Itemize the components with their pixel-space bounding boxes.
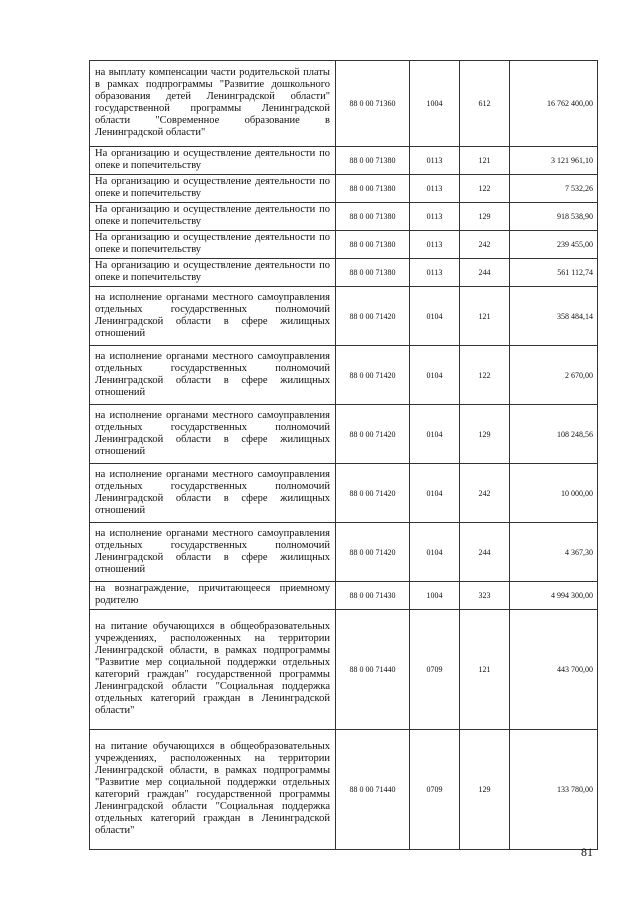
row-expense-type: 612 — [460, 61, 510, 147]
table-row — [90, 175, 598, 203]
row-section-code: 0113 — [410, 203, 460, 231]
row-target-code: 88 0 00 71420 — [336, 287, 410, 346]
page-number: 81 — [581, 845, 593, 859]
table-row — [90, 730, 598, 850]
row-description: на питание обучающихся в общеобразовательных учреждениях, расположенных на территории Ленинградской области, в рамках подпрограммы "Развитие мер социальной поддержки отдельных категорий граждан" государственной программы Ленинградской области "Социальная поддержка отдельных категорий граждан в Ленинградской области" — [90, 730, 336, 850]
row-section-code: 0104 — [410, 523, 460, 582]
row-section-code: 0113 — [410, 175, 460, 203]
row-amount: 7 532,26 — [510, 175, 598, 203]
row-expense-type: 121 — [460, 287, 510, 346]
row-section-code: 0104 — [410, 287, 460, 346]
table-row — [90, 203, 598, 231]
row-description: На организацию и осуществление деятельности по опеке и попечительству — [90, 231, 336, 259]
row-description: на вознаграждение, причитающееся приемному родителю — [90, 582, 336, 610]
row-section-code: 0104 — [410, 346, 460, 405]
table-row — [90, 231, 598, 259]
row-target-code: 88 0 00 71440 — [336, 730, 410, 850]
table-row — [90, 610, 598, 730]
row-expense-type: 121 — [460, 147, 510, 175]
row-target-code: 88 0 00 71420 — [336, 405, 410, 464]
row-description: на исполнение органами местного самоуправления отдельных государственных полномочий Ленинградской области в сфере жилищных отношений — [90, 464, 336, 523]
row-section-code: 0113 — [410, 259, 460, 287]
row-expense-type: 129 — [460, 203, 510, 231]
row-description: на исполнение органами местного самоуправления отдельных государственных полномочий Ленинградской области в сфере жилищных отношений — [90, 346, 336, 405]
row-section-code: 1004 — [410, 582, 460, 610]
row-target-code: 88 0 00 71380 — [336, 231, 410, 259]
table-row — [90, 523, 598, 582]
table-row — [90, 259, 598, 287]
row-target-code: 88 0 00 71380 — [336, 147, 410, 175]
table-row — [90, 582, 598, 610]
row-amount: 133 780,00 — [510, 730, 598, 850]
row-target-code: 88 0 00 71420 — [336, 523, 410, 582]
row-amount: 108 248,56 — [510, 405, 598, 464]
row-target-code: 88 0 00 71380 — [336, 175, 410, 203]
row-expense-type: 242 — [460, 464, 510, 523]
row-amount: 358 484,14 — [510, 287, 598, 346]
row-description: На организацию и осуществление деятельности по опеке и попечительству — [90, 175, 336, 203]
row-amount: 2 670,00 — [510, 346, 598, 405]
row-target-code: 88 0 00 71360 — [336, 61, 410, 147]
row-expense-type: 122 — [460, 346, 510, 405]
row-section-code: 0113 — [410, 147, 460, 175]
row-section-code: 0709 — [410, 730, 460, 850]
row-amount: 443 700,00 — [510, 610, 598, 730]
row-target-code: 88 0 00 71380 — [336, 203, 410, 231]
table-row — [90, 464, 598, 523]
row-target-code: 88 0 00 71440 — [336, 610, 410, 730]
row-amount: 4 367,30 — [510, 523, 598, 582]
row-description: На организацию и осуществление деятельности по опеке и попечительству — [90, 203, 336, 231]
row-target-code: 88 0 00 71420 — [336, 464, 410, 523]
row-target-code: 88 0 00 71430 — [336, 582, 410, 610]
row-amount: 918 538,90 — [510, 203, 598, 231]
row-expense-type: 129 — [460, 730, 510, 850]
row-description: на исполнение органами местного самоуправления отдельных государственных полномочий Ленинградской области в сфере жилищных отношений — [90, 405, 336, 464]
row-description: на питание обучающихся в общеобразовательных учреждениях, расположенных на территории Ленинградской области, в рамках подпрограммы "Развитие мер социальной поддержки отдельных категорий граждан" государственной программы Ленинградской области "Социальная поддержка отдельных категорий граждан в Ленинградской области" — [90, 610, 336, 730]
row-amount: 4 994 300,00 — [510, 582, 598, 610]
row-description: на выплату компенсации части родительской платы в рамках подпрограммы "Развитие дошкольного образования детей Ленинградской области" государственной программы Ленинградской области "Современное образование в Ленинградской области" — [90, 61, 336, 147]
table-row — [90, 287, 598, 346]
row-section-code: 0709 — [410, 610, 460, 730]
row-description: на исполнение органами местного самоуправления отдельных государственных полномочий Ленинградской области в сфере жилищных отношений — [90, 287, 336, 346]
row-section-code: 0104 — [410, 405, 460, 464]
table-row — [90, 61, 598, 147]
row-expense-type: 122 — [460, 175, 510, 203]
row-section-code: 0113 — [410, 231, 460, 259]
row-target-code: 88 0 00 71420 — [336, 346, 410, 405]
row-section-code: 0104 — [410, 464, 460, 523]
row-expense-type: 244 — [460, 259, 510, 287]
row-expense-type: 121 — [460, 610, 510, 730]
table-row — [90, 147, 598, 175]
budget-table — [89, 60, 598, 850]
row-description: На организацию и осуществление деятельности по опеке и попечительству — [90, 259, 336, 287]
row-amount: 561 112,74 — [510, 259, 598, 287]
row-expense-type: 242 — [460, 231, 510, 259]
table-row — [90, 346, 598, 405]
row-expense-type: 323 — [460, 582, 510, 610]
row-amount: 239 455,00 — [510, 231, 598, 259]
row-amount: 16 762 400,00 — [510, 61, 598, 147]
row-description: На организацию и осуществление деятельности по опеке и попечительству — [90, 147, 336, 175]
row-expense-type: 129 — [460, 405, 510, 464]
row-description: на исполнение органами местного самоуправления отдельных государственных полномочий Ленинградской области в сфере жилищных отношений — [90, 523, 336, 582]
row-expense-type: 244 — [460, 523, 510, 582]
budget-table-body — [90, 61, 598, 850]
row-amount: 10 000,00 — [510, 464, 598, 523]
row-section-code: 1004 — [410, 61, 460, 147]
table-row — [90, 405, 598, 464]
row-target-code: 88 0 00 71380 — [336, 259, 410, 287]
row-amount: 3 121 961,10 — [510, 147, 598, 175]
